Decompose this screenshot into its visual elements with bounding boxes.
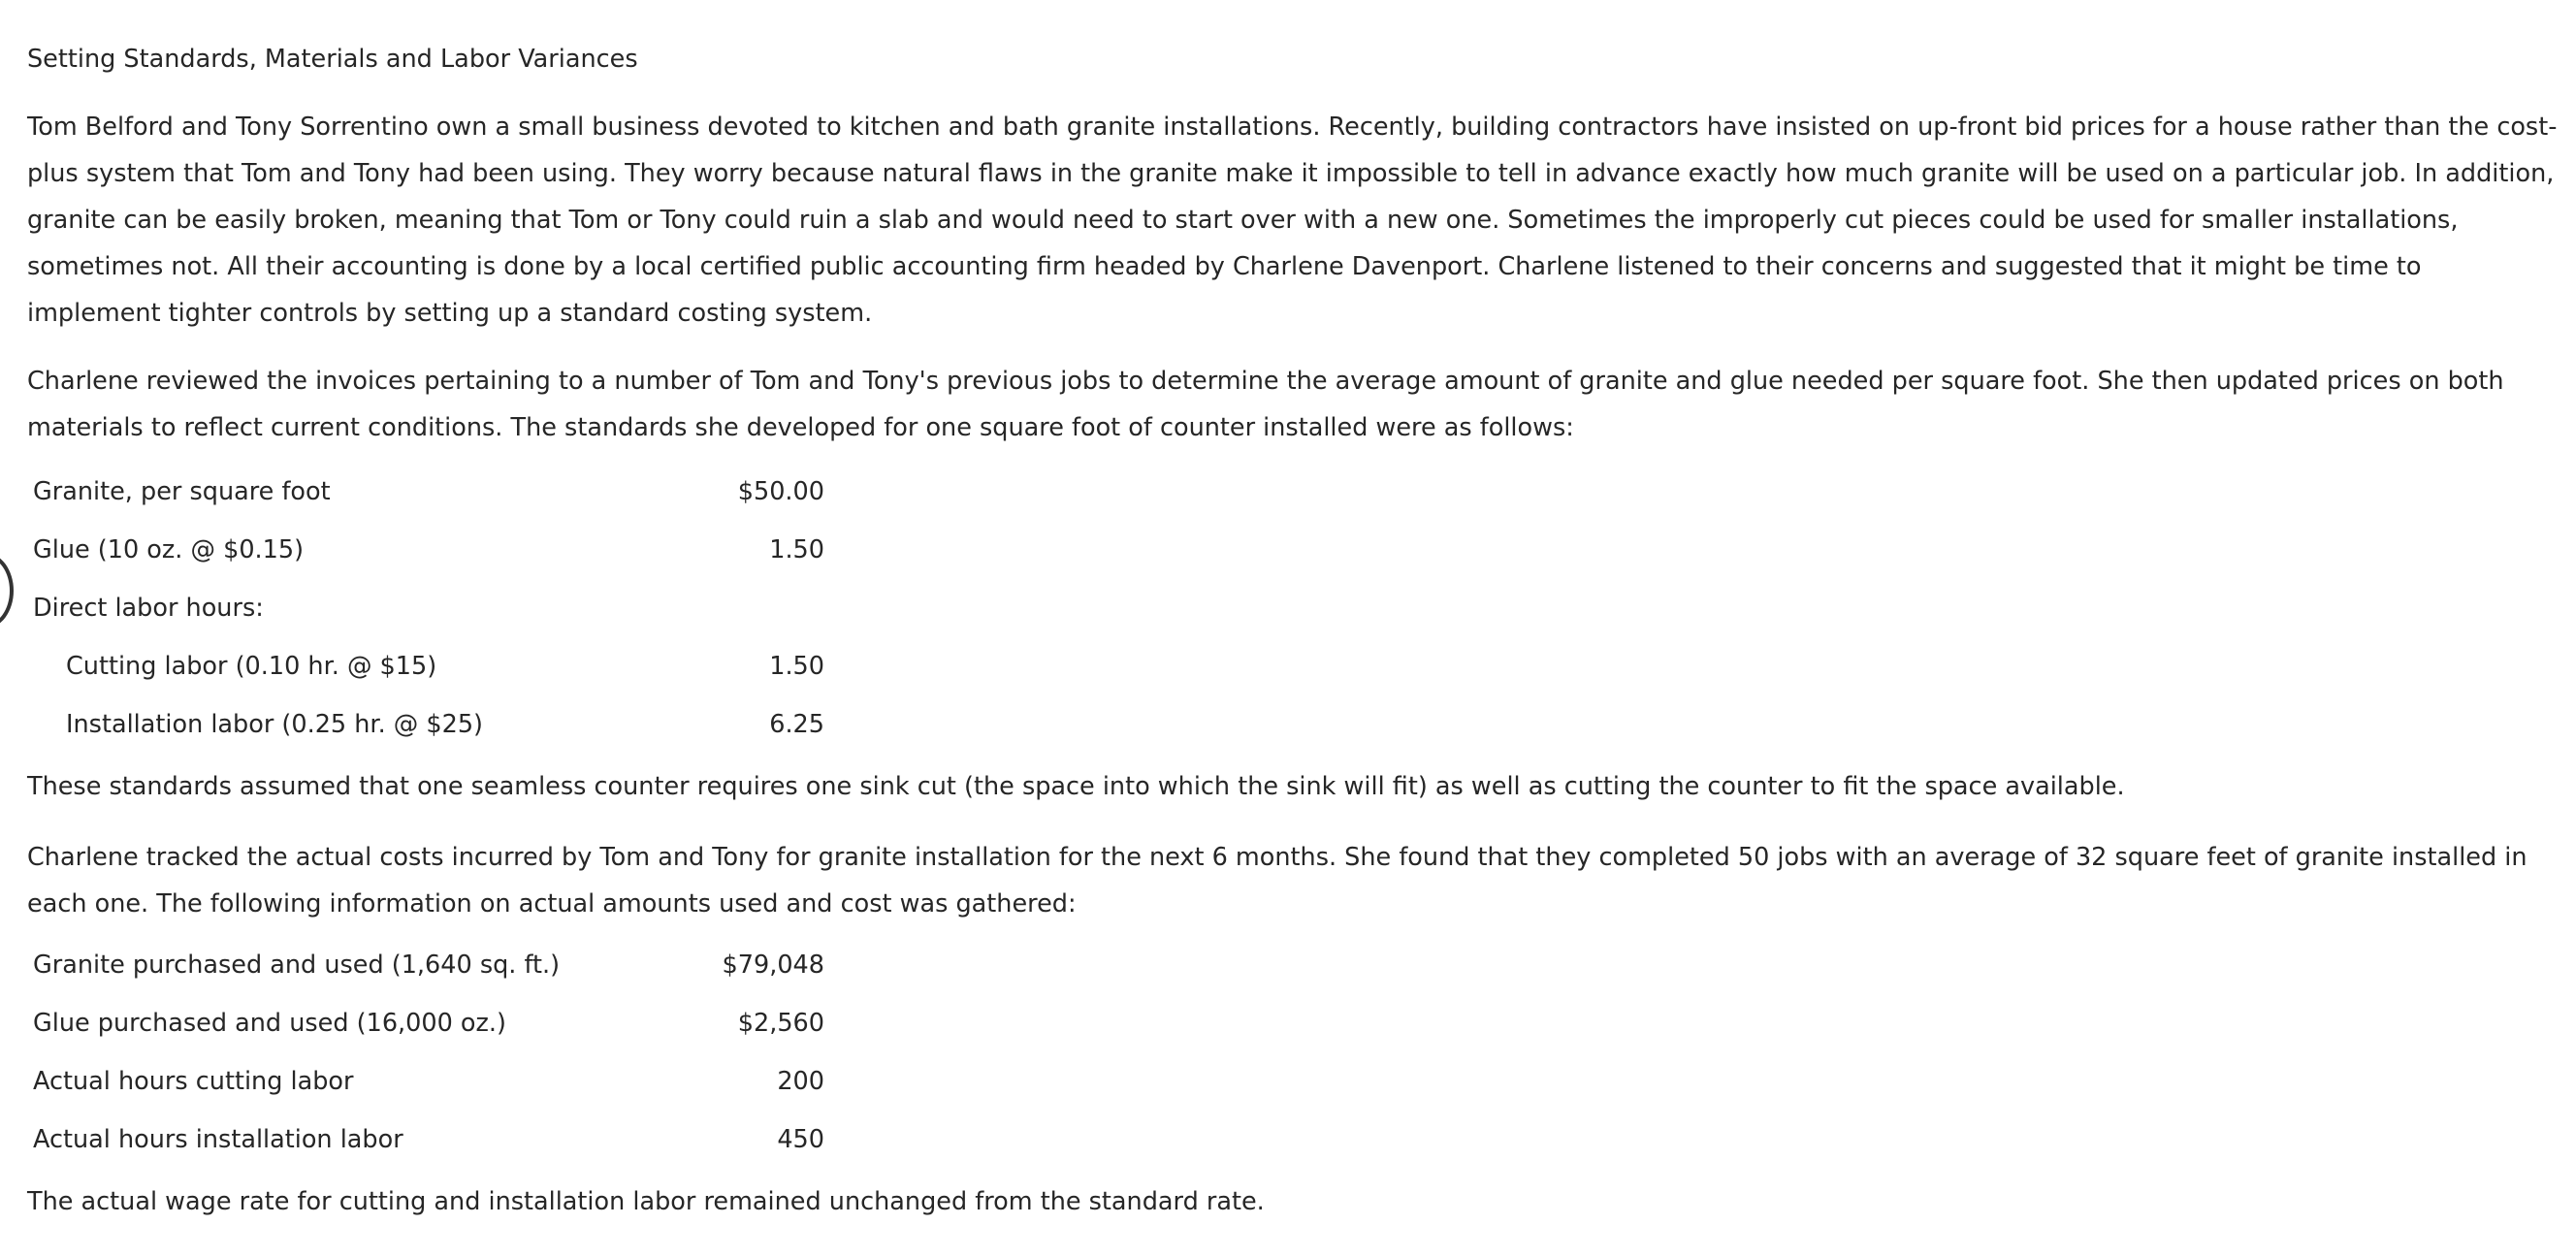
intro-paragraph: Tom Belford and Tony Sorrentino own a small business devoted to kitchen and bath granite installations. Recently, building contractors have insisted on up-front bid prices for a house rather than the cost-plus system that Tom and Tony had been using. They worry because natural flaws in the granite make it impossible to tell in advance exactly how much granite will be used on a particular job. In addition, granite can be easily broken, meaning that Tom or Tony could ruin a slab and would need to start over with a new one. Sometimes the improperly cut pieces could be used for smaller installations, sometimes not. All their accounting is done by a local certified public accounting firm headed by Charlene Davenport. Charlene listened to their concerns and suggested that it might be time to implement tighter controls by setting up a standard costing system. bbox=[27, 113, 2558, 328]
table-row bbox=[33, 637, 824, 695]
standard-label: Cutting labor (0.10 hr. @ $15) bbox=[66, 652, 437, 681]
table-row bbox=[33, 1111, 824, 1169]
actual-amount: $79,048 bbox=[722, 951, 824, 980]
standard-amount: $50.00 bbox=[737, 477, 824, 506]
standards-table bbox=[33, 463, 824, 754]
actual-label: Actual hours cutting labor bbox=[33, 1067, 354, 1096]
standard-label: Direct labor hours: bbox=[33, 594, 264, 623]
standard-label: Granite, per square foot bbox=[33, 477, 331, 506]
standard-amount: 1.50 bbox=[769, 535, 824, 564]
actual-label: Actual hours installation labor bbox=[33, 1125, 403, 1154]
table-row bbox=[33, 521, 824, 579]
actual-amount: $2,560 bbox=[737, 1009, 824, 1038]
actual-label: Granite purchased and used (1,640 sq. ft.) bbox=[33, 951, 561, 980]
actual-amount: 200 bbox=[777, 1067, 824, 1096]
wage-rate-paragraph: The actual wage rate for cutting and installation labor remained unchanged from the standard rate. bbox=[27, 1187, 1265, 1216]
standards-intro-paragraph: Charlene reviewed the invoices pertaining to a number of Tom and Tony's previous jobs to determine the average amount of granite and glue needed per square foot. She then updated prices on both materials to reflect current conditions. The standards she developed for one square foot of counter installed were as follows: bbox=[27, 367, 2504, 442]
table-row bbox=[33, 579, 824, 637]
actuals-intro-paragraph: Charlene tracked the actual costs incurred by Tom and Tony for granite installation for the next 6 months. She found that they completed 50 jobs with an average of 32 square feet of granite installed in each one. The following information on actual amounts used and cost was gathered: bbox=[27, 843, 2528, 919]
actual-label: Glue purchased and used (16,000 oz.) bbox=[33, 1009, 506, 1038]
edge-circle-mark bbox=[0, 553, 14, 628]
standard-label: Installation labor (0.25 hr. @ $25) bbox=[66, 710, 484, 739]
standard-amount: 1.50 bbox=[769, 652, 824, 681]
actuals-table bbox=[33, 936, 824, 1169]
table-row bbox=[33, 463, 824, 521]
table-row bbox=[33, 1052, 824, 1111]
standards-assumption-paragraph: These standards assumed that one seamless counter requires one sink cut (the space into which the sink will fit) as well as cutting the counter to fit the space available. bbox=[27, 772, 2125, 801]
problem-title: Setting Standards, Materials and Labor Variances bbox=[27, 45, 638, 74]
standard-amount bbox=[712, 579, 824, 637]
table-row bbox=[33, 695, 824, 754]
table-row bbox=[33, 936, 824, 994]
standard-label: Glue (10 oz. @ $0.15) bbox=[33, 535, 305, 564]
standard-amount: 6.25 bbox=[769, 710, 824, 739]
table-row bbox=[33, 994, 824, 1052]
actual-amount: 450 bbox=[777, 1125, 824, 1154]
